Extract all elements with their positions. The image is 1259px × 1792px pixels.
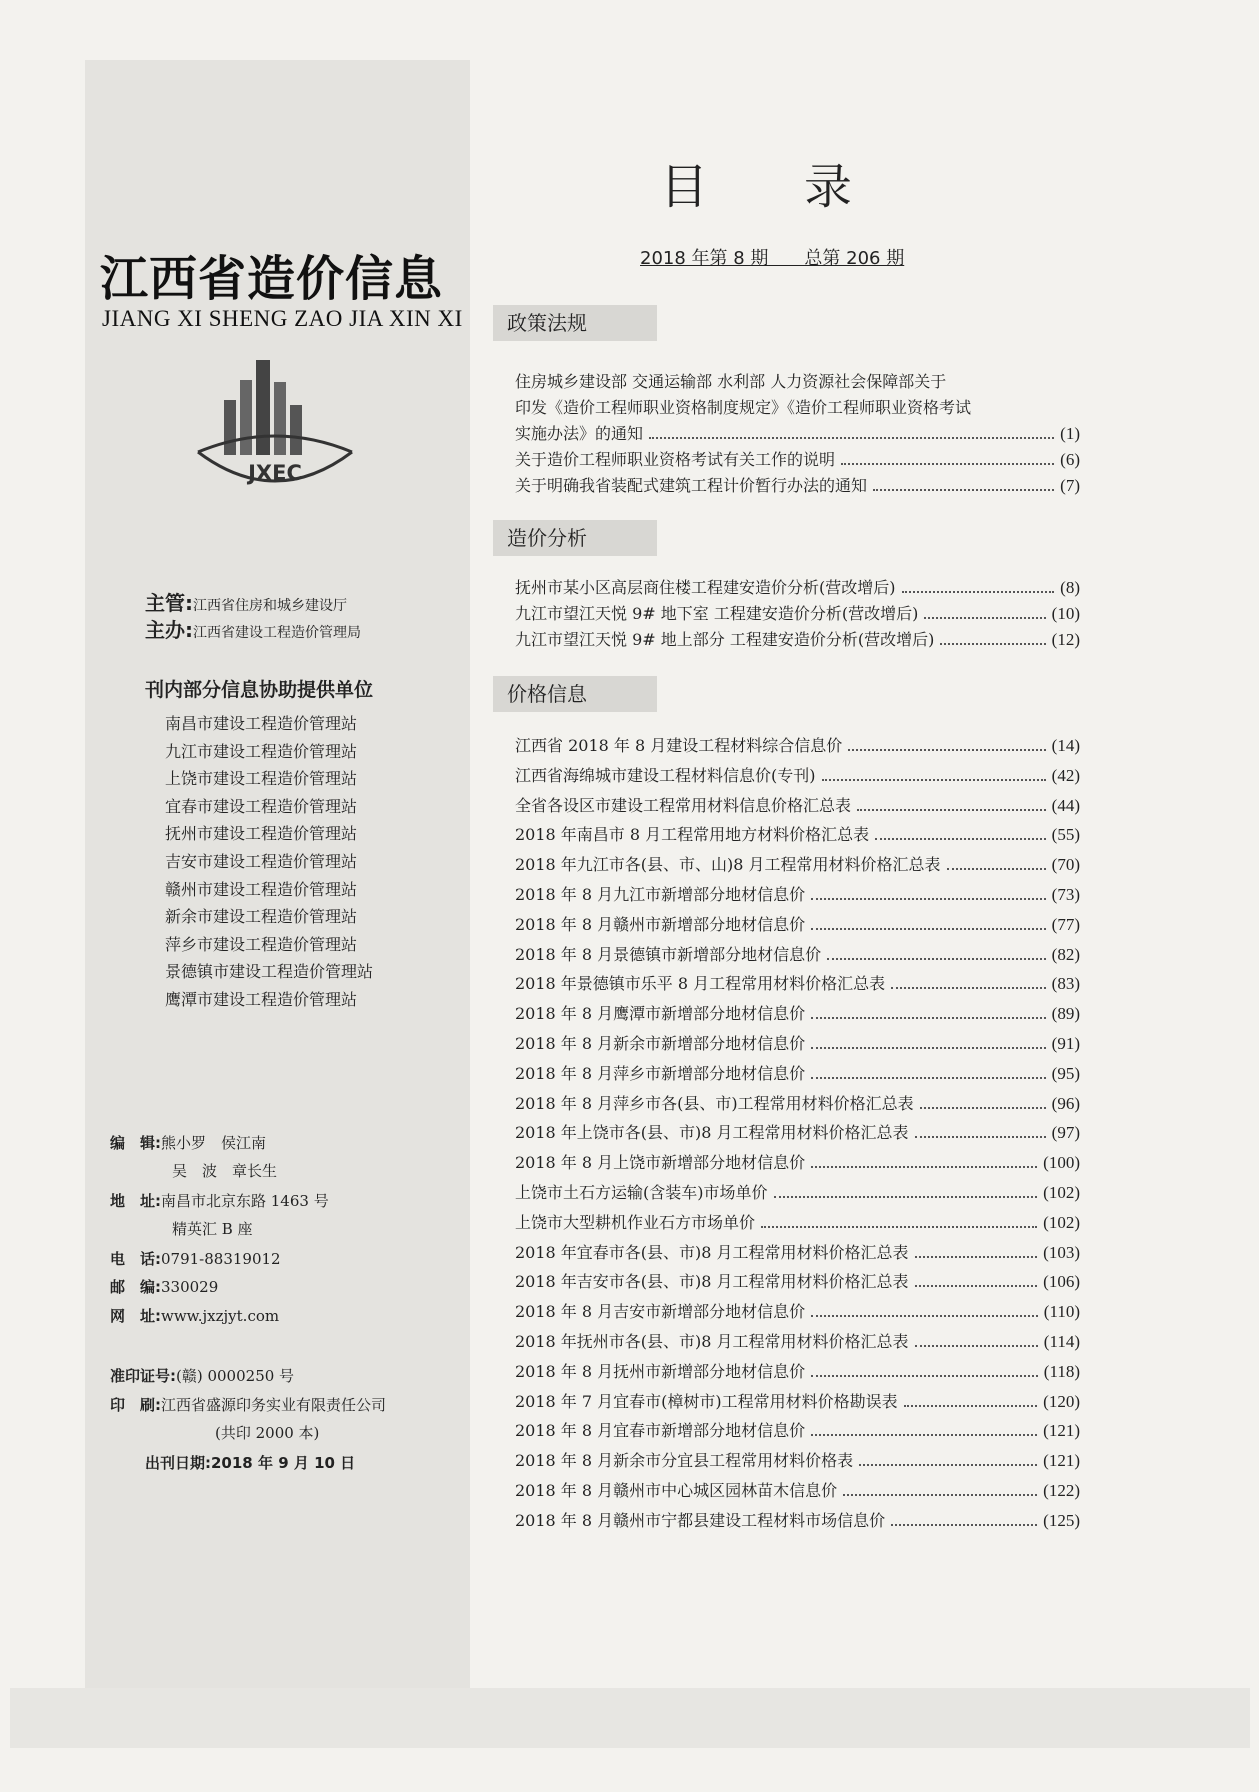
toc-entry-title: 2018 年 8 月鹰潭市新增部分地材信息价 [515, 1004, 806, 1024]
toc-entry[interactable] [515, 1091, 1080, 1117]
toc-entry[interactable] [515, 1240, 1080, 1266]
phone-value: 0791-88319012 [161, 1250, 281, 1268]
address-value-1: 南昌市北京东路 1463 号 [161, 1192, 329, 1210]
toc-entry-title: 2018 年上饶市各(县、市)8 月工程常用材料价格汇总表 [515, 1123, 909, 1143]
pubdate-line [145, 1452, 355, 1473]
address-label: 地 址: [110, 1192, 161, 1210]
pubdate-value: 2018 年 9 月 10 日 [211, 1454, 356, 1472]
toc-entry-title: 2018 年 8 月新余市新增部分地材信息价 [515, 1034, 806, 1053]
toc-page-number: (114) [1043, 1332, 1080, 1351]
toc-page-number: (44) [1051, 795, 1080, 815]
toc-leader-dots [891, 1512, 1037, 1526]
toc-entry[interactable] [515, 627, 1080, 653]
toc-entry[interactable] [515, 733, 1080, 759]
toc-leader-dots [848, 737, 1045, 751]
toc-entry-title: 2018 年景德镇市乐平 8 月工程常用材料价格汇总表 [515, 974, 886, 994]
toc-entry-title: 上饶市大型耕机作业石方市场单价 [515, 1212, 756, 1232]
toc-entry[interactable] [515, 1031, 1080, 1057]
toc-entry-title: 2018 年 8 月吉安市新增部分地材信息价 [515, 1302, 806, 1322]
toc-entry[interactable] [515, 1180, 1080, 1206]
contributors-heading: 刊内部分信息协助提供单位 [145, 679, 374, 701]
printer-line [110, 1394, 386, 1415]
toc-entry-title: 2018 年 8 月景德镇市新增部分地材信息价 [515, 944, 822, 964]
print-run: (共印 2000 本) [215, 1424, 320, 1442]
toc-page-number: (1) [1060, 424, 1080, 443]
postcode-value: 330029 [161, 1278, 219, 1296]
toc-entry[interactable] [515, 1418, 1080, 1444]
toc-entry-title: 江西省海绵城市建设工程材料信息价(专刊) [515, 765, 816, 785]
toc-entry-title: 2018 年 8 月新余市分宜县工程常用材料价格表 [515, 1451, 854, 1471]
toc-entry[interactable] [515, 1508, 1080, 1534]
toc-leader-dots [811, 1154, 1037, 1168]
toc-leader-dots [859, 1452, 1037, 1466]
sponsor-label: 主办: [145, 618, 193, 642]
toc-entry-title: 江西省 2018 年 8 月建设工程材料综合信息价 [515, 736, 843, 755]
toc-entry-title: 全省各设区市建设工程常用材料信息价格汇总表 [515, 795, 852, 815]
toc-entry-title: 九江市望江天悦 9# 地上部分 工程建安造价分析(营改增后) [515, 630, 935, 649]
toc-entry-title: 实施办法》的通知 [515, 424, 644, 443]
toc-page-number: (10) [1051, 604, 1080, 623]
logo-bar-5 [290, 405, 302, 455]
contributor-item: 九江市建设工程造价管理站 [165, 741, 358, 761]
toc-leader-dots [940, 631, 1045, 645]
toc-entry[interactable] [515, 447, 1080, 473]
logo-bar-3 [256, 360, 270, 455]
toc-entry[interactable] [515, 473, 1080, 499]
toc-leader-dots [920, 1095, 1046, 1109]
toc-leader-dots [857, 797, 1046, 811]
toc-entry[interactable] [515, 942, 1080, 968]
contributor-item: 鹰潭市建设工程造价管理站 [165, 989, 358, 1009]
supervisor-line [145, 587, 347, 616]
toc-entry-title: 九江市望江天悦 9# 地下室 工程建安造价分析(营改增后) [515, 604, 919, 623]
website-label: 网 址: [110, 1307, 161, 1325]
toc-entry[interactable] [515, 1001, 1080, 1027]
permit-label: 准印证号: [110, 1367, 176, 1385]
toc-page-number: (110) [1043, 1302, 1080, 1322]
toc-page-number: (8) [1060, 578, 1080, 597]
toc-entry-title: 2018 年 8 月抚州市新增部分地材信息价 [515, 1361, 806, 1381]
contributor-item: 吉安市建设工程造价管理站 [165, 851, 358, 871]
toc-entry[interactable] [515, 793, 1080, 819]
toc-page-number: (82) [1051, 944, 1080, 964]
website-value: www.jxzjyt.com [161, 1307, 280, 1325]
toc-entry[interactable] [515, 852, 1080, 878]
toc-page-number: (102) [1043, 1183, 1080, 1202]
address-line-2: 精英汇 B 座 [172, 1220, 253, 1238]
toc-entry-title: 关于明确我省装配式建筑工程计价暂行办法的通知 [515, 476, 868, 495]
permit-value: (赣) 0000250 号 [176, 1367, 295, 1385]
logo-text: JXEC [248, 461, 302, 485]
toc-entry-title: 2018 年九江市各(县、市、山)8 月工程常用材料价格汇总表 [515, 855, 941, 875]
toc-entry[interactable] [515, 1389, 1080, 1415]
toc-entry[interactable] [515, 882, 1080, 908]
toc-leader-dots [811, 1363, 1038, 1377]
toc-entry[interactable] [515, 421, 1080, 447]
toc-leader-dots [875, 826, 1046, 840]
toc-entry-title: 2018 年 7 月宜春市(樟树市)工程常用材料价格勘误表 [515, 1391, 898, 1411]
toc-page-number: (102) [1043, 1212, 1080, 1232]
toc-entry-title: 关于造价工程师职业资格考试有关工作的说明 [515, 450, 836, 469]
toc-leader-dots [649, 425, 1054, 439]
toc-entry[interactable] [515, 822, 1080, 848]
toc-entry[interactable] [515, 1120, 1080, 1146]
toc-leader-dots [915, 1333, 1038, 1347]
contributors-list [165, 710, 373, 1014]
phone-line [110, 1248, 281, 1269]
toc-entry-line: 住房城乡建设部 交通运输部 水利部 人力资源社会保障部关于 [515, 372, 947, 391]
toc-page-number: (103) [1043, 1242, 1080, 1262]
issue-number: 2018 年第 8 期 总第 206 期 [640, 248, 905, 269]
toc-leader-dots [827, 946, 1046, 960]
toc-page-number: (77) [1051, 914, 1080, 934]
toc-entry[interactable] [515, 1329, 1080, 1355]
toc-leader-dots [841, 451, 1054, 465]
toc-leader-dots [843, 1482, 1037, 1496]
magazine-subtitle: JIANG XI SHENG ZAO JIA XIN XI [102, 306, 463, 331]
toc-leader-dots [811, 1303, 1038, 1317]
toc-entry-title: 2018 年 8 月萍乡市新增部分地材信息价 [515, 1063, 806, 1083]
toc-entry-title: 2018 年 8 月宜春市新增部分地材信息价 [515, 1421, 806, 1441]
toc-page-number: (7) [1060, 476, 1080, 495]
phone-label: 电 话: [110, 1250, 161, 1268]
contributor-item: 南昌市建设工程造价管理站 [165, 714, 358, 733]
toc-leader-dots [873, 477, 1054, 491]
printer-value: 江西省盛源印务实业有限责任公司 [161, 1396, 387, 1414]
toc-entry[interactable] [515, 1478, 1080, 1504]
toc-page-number: (120) [1043, 1391, 1080, 1411]
contributor-item: 宜春市建设工程造价管理站 [165, 796, 358, 816]
toc-entry[interactable] [515, 575, 1080, 601]
toc-leader-dots [822, 767, 1046, 781]
toc-entry-title: 2018 年 8 月上饶市新增部分地材信息价 [515, 1153, 806, 1173]
toc-leader-dots [891, 975, 1046, 989]
toc-leader-dots [904, 1393, 1038, 1407]
toc-page-number: (14) [1051, 736, 1080, 755]
postcode-line [110, 1276, 218, 1297]
toc-page-number: (121) [1043, 1421, 1080, 1441]
toc-entry[interactable] [515, 1061, 1080, 1087]
logo-bar-1 [224, 400, 236, 455]
editors-value-1: 熊小罗 侯江南 [161, 1134, 267, 1152]
pubdate-label: 出刊日期: [145, 1454, 211, 1472]
logo-bar-4 [274, 382, 286, 455]
address-line-1 [110, 1190, 329, 1211]
toc-page-number: (73) [1051, 885, 1080, 904]
toc-entry[interactable] [515, 1210, 1080, 1236]
toc-page-number: (122) [1043, 1481, 1080, 1500]
toc-leader-dots [811, 886, 1046, 900]
editors-line-2: 吴 波 章长生 [172, 1162, 278, 1180]
toc-entry[interactable] [515, 1448, 1080, 1474]
toc-title: 目 录 [660, 159, 853, 215]
toc-leader-dots [774, 1184, 1038, 1198]
toc-page-number: (97) [1051, 1123, 1080, 1143]
toc-entry-title: 2018 年 8 月九江市新增部分地材信息价 [515, 885, 806, 904]
toc-page-number: (106) [1043, 1272, 1080, 1292]
toc-page-number: (91) [1051, 1034, 1080, 1053]
toc-entry-title: 抚州市某小区高层商住楼工程建安造价分析(营改增后) [515, 578, 896, 597]
toc-entry-title: 2018 年 8 月赣州市宁都县建设工程材料市场信息价 [515, 1510, 886, 1530]
magazine-title: 江西省造价信息 [100, 251, 444, 307]
editors-label: 编 辑: [110, 1134, 161, 1152]
toc-entry-title: 2018 年抚州市各(县、市)8 月工程常用材料价格汇总表 [515, 1332, 909, 1351]
toc-page-number: (125) [1043, 1510, 1080, 1530]
section-heading: 造价分析 [493, 520, 657, 556]
toc-leader-dots [811, 1035, 1046, 1049]
toc-entry-title: 2018 年 8 月赣州市中心城区园林苗木信息价 [515, 1481, 838, 1500]
jxec-logo-icon [190, 360, 360, 500]
website-line [110, 1305, 279, 1326]
toc-leader-dots [915, 1244, 1038, 1258]
toc-page-number: (121) [1043, 1451, 1080, 1471]
toc-entry-title: 2018 年吉安市各(县、市)8 月工程常用材料价格汇总表 [515, 1272, 909, 1292]
toc-page-number: (100) [1043, 1153, 1080, 1173]
postcode-label: 邮 编: [110, 1278, 161, 1296]
toc-entry[interactable] [515, 763, 1080, 789]
toc-page-number: (55) [1051, 825, 1080, 845]
section-heading: 价格信息 [493, 676, 657, 712]
permit-line [110, 1365, 294, 1386]
toc-entry-title: 2018 年 8 月萍乡市各(县、市)工程常用材料价格汇总表 [515, 1093, 914, 1113]
toc-entry[interactable] [515, 1299, 1080, 1325]
section-heading: 政策法规 [493, 305, 657, 341]
toc-page-number: (70) [1051, 855, 1080, 875]
contributor-item: 抚州市建设工程造价管理站 [165, 824, 358, 844]
toc-leader-dots [761, 1214, 1037, 1228]
contributor-item: 上饶市建设工程造价管理站 [165, 769, 358, 789]
toc-leader-dots [811, 1065, 1046, 1079]
sponsor-value: 江西省建设工程造价管理局 [193, 625, 361, 641]
toc-page-number: (83) [1051, 974, 1080, 994]
toc-leader-dots [915, 1273, 1038, 1287]
toc-page-number: (6) [1060, 450, 1080, 469]
toc-entry[interactable] [515, 1150, 1080, 1176]
printer-label: 印 刷: [110, 1396, 161, 1414]
toc-entry[interactable] [515, 601, 1080, 627]
toc-entry[interactable] [515, 971, 1080, 997]
toc-leader-dots [924, 605, 1045, 619]
sponsor-line [145, 614, 361, 643]
bottom-scan-band [10, 1688, 1250, 1748]
toc-leader-dots [902, 579, 1055, 593]
contributor-item: 景德镇市建设工程造价管理站 [165, 962, 374, 982]
contributor-item: 赣州市建设工程造价管理站 [165, 879, 358, 899]
logo-bar-2 [240, 380, 252, 455]
supervisor-value: 江西省住房和城乡建设厅 [193, 598, 347, 614]
toc-page-number: (95) [1051, 1063, 1080, 1083]
toc-page-number: (42) [1051, 765, 1080, 785]
editors-line-1 [110, 1132, 266, 1153]
toc-entry-title: 2018 年宜春市各(县、市)8 月工程常用材料价格汇总表 [515, 1242, 909, 1262]
toc-leader-dots [915, 1124, 1046, 1138]
contributor-item: 新余市建设工程造价管理站 [165, 907, 358, 927]
toc-entry[interactable] [515, 912, 1080, 938]
toc-entry-title: 2018 年 8 月赣州市新增部分地材信息价 [515, 914, 806, 934]
toc-entry-title: 上饶市土石方运输(含装车)市场单价 [515, 1183, 768, 1202]
supervisor-label: 主管: [145, 591, 193, 615]
toc-leader-dots [811, 916, 1046, 930]
toc-entry[interactable] [515, 1359, 1080, 1385]
toc-page-number: (89) [1051, 1004, 1080, 1024]
contributor-item: 萍乡市建设工程造价管理站 [165, 934, 358, 954]
toc-page-number: (118) [1043, 1361, 1080, 1381]
toc-leader-dots [947, 856, 1046, 870]
toc-page-number: (12) [1051, 630, 1080, 649]
toc-entry-line: 印发《造价工程师职业资格制度规定》《造价工程师职业资格考试 [515, 398, 972, 417]
toc-entry[interactable] [515, 1269, 1080, 1295]
toc-entry-title: 2018 年南昌市 8 月工程常用地方材料价格汇总表 [515, 825, 870, 845]
toc-leader-dots [811, 1422, 1037, 1436]
toc-page-number: (96) [1051, 1093, 1080, 1113]
toc-leader-dots [811, 1005, 1046, 1019]
